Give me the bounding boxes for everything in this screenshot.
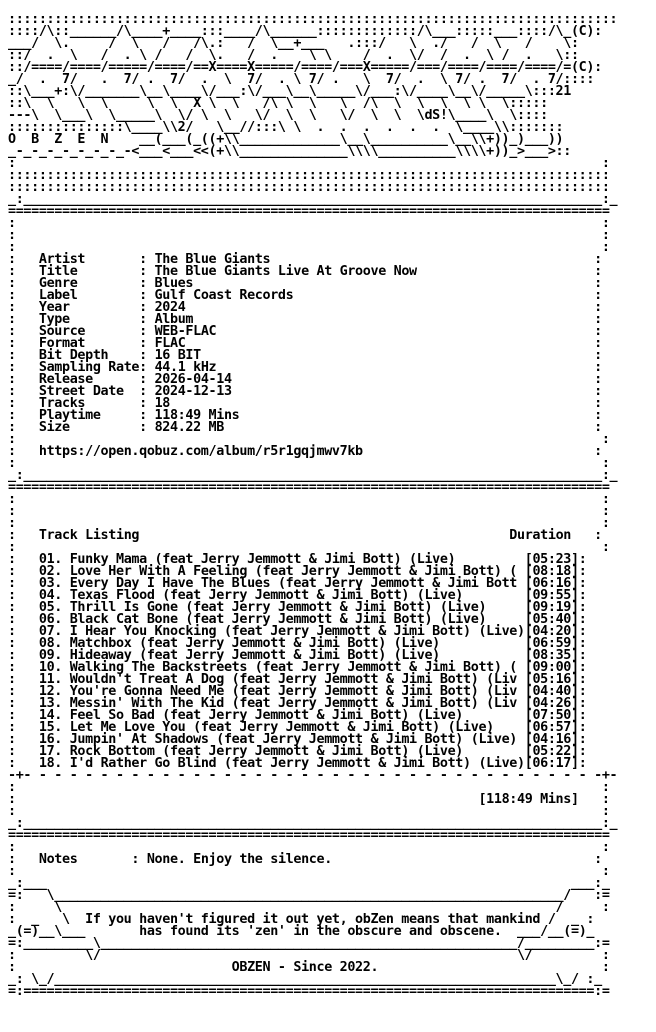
track-number: 18.	[38, 756, 62, 771]
track-title: Matchbox (feat Jerry Jemmott & Jimi Bott) (Live)	[69, 636, 440, 651]
track-number: 17.	[38, 744, 62, 759]
table-row: : 08. Matchbox (feat Jerry Jemmott & Jimi Bott) (Live) [06:59]:	[8, 636, 587, 651]
release-info-row: : Title : The Blue Giants Live At Groove Now :	[8, 264, 602, 279]
table-row: : 16. Jumpin' At Shadows (feat Jerry Jemmott & Jimi Bott) (Live) [04:16]:	[8, 732, 587, 747]
info-value-size: 824.22 MB	[154, 420, 224, 435]
footer-art: =:==========================================================================:=	[8, 984, 610, 999]
info-value-title: The Blue Giants Live At Groove Now	[154, 264, 417, 279]
release-info-row: : Street Date : 2024-12-13 :	[8, 384, 602, 399]
table-row: : 07. I Hear You Knocking (feat Jerry Jemmott & Jimi Bott) (Live)[04:20]:	[8, 624, 587, 639]
table-row: : 01. Funky Mama (feat Jerry Jemmott & Jimi Bott) (Live) [05:23]:	[8, 552, 587, 567]
release-info-row: : Sampling Rate: 44.1 kHz :	[8, 360, 602, 375]
track-duration: [05:16]	[524, 672, 579, 687]
track-title: Hideaway (feat Jerry Jemmott & Jimi Bott) (Live)	[69, 648, 440, 663]
header-art-row: ::/====/====/=====/====/==X====X=====/====/===X=====/===/====/====/====/=(C):	[8, 60, 602, 75]
track-duration: [05:22]	[524, 744, 579, 759]
info-value-artist: The Blue Giants	[154, 252, 271, 267]
track-number: 08.	[38, 636, 62, 651]
info-value-type: Album	[154, 312, 194, 327]
track-duration: [09:55]	[524, 588, 579, 603]
release-info-row: : Playtime : 118:49 Mins :	[8, 408, 602, 423]
track-title: I'd Rather Go Blind (feat Jerry Jemmott & Jimi Bott) (Live)	[69, 756, 525, 771]
header-art-row: _/ . 7/ . 7/ . 7/ . \ 7/ . \ 7/ . \ 7/ . \ 7/ . 7/ . 7/::::	[8, 72, 595, 87]
track-number: 15.	[38, 720, 62, 735]
track-listing-heading: Track Listing	[38, 528, 140, 543]
footer-art: : \ / :	[8, 900, 610, 915]
table-row: : 18. I'd Rather Go Blind (feat Jerry Jemmott & Jimi Bott) (Live)[06:17]:	[8, 756, 587, 771]
footer-art: _:___ ___:_	[8, 876, 610, 891]
table-row: : 12. You're Gonna Need Me (feat Jerry Jemmott & Jimi Bott) (Liv [04:40]:	[8, 684, 587, 699]
footer-tagline-row: _(=)__\___ has found its 'zen' in the obscure and obscene. ___/__(=)_	[8, 924, 595, 939]
info-label: Tracks	[38, 396, 86, 411]
footer-art: : \/ \/ :	[8, 948, 610, 963]
notes-label: Notes	[38, 852, 78, 867]
table-row: : 03. Every Day I Have The Blues (feat Jerry Jemmott & Jimi Bott [06:16]:	[8, 576, 587, 591]
track-duration: [06:59]	[524, 636, 579, 651]
table-row: : 06. Black Cat Bone (feat Jerry Jemmott & Jimi Bott) (Live) [05:40]:	[8, 612, 587, 627]
footer-signature: OBZEN - Since 2022.	[231, 960, 379, 975]
info-value-tracks: 18	[154, 396, 170, 411]
track-number: 03.	[38, 576, 62, 591]
track-title: Texas Flood (feat Jerry Jemmott & Jimi Bott) (Live)	[69, 588, 464, 603]
info-label: Street Date	[38, 384, 124, 399]
section-divider: ==============================================================================	[8, 828, 610, 843]
track-number: 12.	[38, 684, 62, 699]
info-value-label: Gulf Coast Records	[154, 288, 294, 303]
header-art-border: ::::::::::::::::::::::::::::::::::::::::::::::::::::::::::::::::::::::::::::::	[8, 180, 610, 195]
track-number: 11.	[38, 672, 62, 687]
track-title: Funky Mama (feat Jerry Jemmott & Jimi Bott) (Live)	[69, 552, 456, 567]
footer-art: =:_________\______________________________________________________/_________:=	[8, 936, 610, 951]
track-duration: [04:40]	[524, 684, 579, 699]
release-info-row: : Size : 824.22 MB :	[8, 420, 602, 435]
header-art-row: :::::::::::::::\____\\2/ \__//:::\ \ . . . . . . \____\\:::::::	[8, 120, 564, 135]
table-row: : 13. Messin' With The Kid (feat Jerry Jemmott & Jimi Bott) (Liv [04:26]:	[8, 696, 587, 711]
info-value-bit-depth: 16 BIT	[154, 348, 201, 363]
track-number: 10.	[38, 660, 62, 675]
notes-value: None. Enjoy the silence.	[146, 852, 332, 867]
track-duration: [07:50]	[524, 708, 579, 723]
release-info-row: : Format : FLAC :	[8, 336, 602, 351]
track-title: Messin' With The Kid (feat Jerry Jemmott & Jimi Bott) (Liv	[69, 696, 518, 711]
info-value-year: 2024	[154, 300, 186, 315]
info-label: Sampling Rate	[38, 360, 140, 375]
table-row: : 14. Feel So Bad (feat Jerry Jemmott & Jimi Bott) (Live) [07:50]:	[8, 708, 587, 723]
info-label: Bit Depth	[38, 348, 109, 363]
info-label: Playtime	[38, 408, 101, 423]
header-art-row: :::::::::::::::::::::::::::::::::::::::::::::::::::::::::::::::::::::::::::::::	[8, 12, 618, 27]
header-art-row: ---\ \___\ \_____\ \/ \ \ \/ \ \ \/ \ \ \dS!\____\ \::::	[8, 108, 548, 123]
track-title: Every Day I Have The Blues (feat Jerry Jemmott & Jimi Bott	[69, 576, 518, 591]
track-title: Feel So Bad (feat Jerry Jemmott & Jimi Bott) (Live)	[69, 708, 464, 723]
info-label: Artist	[38, 252, 86, 267]
track-title: Wouldn't Treat A Dog (feat Jerry Jemmott & Jimi Bott) (Liv	[69, 672, 518, 687]
info-value-source: WEB-FLAC	[154, 324, 217, 339]
footer-tagline-row: : _ \ If you haven't figured it out yet, obZen means that mankind / _ :	[8, 912, 595, 927]
release-info-row: : Bit Depth : 16 BIT :	[8, 348, 602, 363]
info-label: Size	[38, 420, 70, 435]
track-title: I Hear You Knocking (feat Jerry Jemmott & Jimi Bott) (Live)	[69, 624, 525, 639]
track-title: Love Her With A Feeling (feat Jerry Jemmott & Jimi Bott) (	[69, 564, 518, 579]
release-info-row: : Label : Gulf Coast Records :	[8, 288, 602, 303]
info-value-format: FLAC	[154, 336, 186, 351]
header-art-row: ___/ \. / \ / /\.: / \__+___ .:::/ \ ./ / \ / \:	[8, 36, 579, 51]
header-art-border: ::::::::::::::::::::::::::::::::::::::::::::::::::::::::::::::::::::::::::::::	[8, 168, 610, 183]
header-art-row: ::\___+:\/_______\__\____\/___:\/___\__\_____\/___:\/____\__\/_____\:::21	[8, 84, 571, 99]
info-label: Year	[38, 300, 70, 315]
table-row: : 04. Texas Flood (feat Jerry Jemmott & Jimi Bott) (Live) [09:55]:	[8, 588, 587, 603]
info-value-playtime: 118:49 Mins	[154, 408, 240, 423]
track-number: 07.	[38, 624, 62, 639]
track-number: 13.	[38, 696, 62, 711]
track-title: Walking The Backstreets (feat Jerry Jemmott & Jimi Bott) (	[69, 660, 518, 675]
track-duration: [08:18]	[524, 564, 579, 579]
track-number: 06.	[38, 612, 62, 627]
release-info-row: : Tracks : 18 :	[8, 396, 602, 411]
release-info-row: : Release : 2026-04-14 :	[8, 372, 602, 387]
footer-art: =: \__________________________________________________________________/ :=	[8, 888, 610, 903]
track-duration: [06:57]	[524, 720, 579, 735]
info-value-genre: Blues	[154, 276, 194, 291]
track-title: Black Cat Bone (feat Jerry Jemmott & Jimi Bott) (Live)	[69, 612, 487, 627]
track-duration: [06:17]	[524, 756, 579, 771]
info-label: Release	[38, 372, 93, 387]
info-value-sampling-rate: 44.1 kHz	[154, 360, 217, 375]
info-value-street-date: 2024-12-13	[154, 384, 232, 399]
table-row: : 10. Walking The Backstreets (feat Jerry Jemmott & Jimi Bott) ( [09:00]:	[8, 660, 587, 675]
section-divider: _:___________________________________________________________________________:_	[8, 468, 618, 483]
track-number: 01.	[38, 552, 62, 567]
table-row: : 17. Rock Bottom (feat Jerry Jemmott & Jimi Bott) (Live) [05:22]:	[8, 744, 587, 759]
table-row: : 02. Love Her With A Feeling (feat Jerry Jemmott & Jimi Bott) ( [08:18]:	[8, 564, 587, 579]
notes-row: : Notes : None. Enjoy the silence. :	[8, 852, 602, 867]
track-number: 04.	[38, 588, 62, 603]
section-divider: _:___________________________________________________________________________:_	[8, 192, 618, 207]
track-number: 05.	[38, 600, 62, 615]
track-duration: [04:20]	[524, 624, 579, 639]
footer-art: _: \_/_________________________________________________________________\_/ :_	[8, 972, 602, 987]
track-list-rule: -+- - - - - - - - - - - - - - - - - - - - - - - - - - - - - - - - - - - - - -+-	[8, 768, 618, 783]
nfo-document: ::::::::::::::::::::::::::::::::::::::::::::::::::::::::::::::::::::::::::::::: ::::/\::______/\____+____:::____/\______:::::::::::::/\___:::::___::::/\_(C): ___/ \. / \ / /\.: / \__+___ .:::/ \ ./ / \ / \: ::/ . \ / . \ / / \. / . \ \ / . \/ / . \ / . \:: ::/====/====/=====/====/==X====X=====/====/===X=====/===/====/====/====/=(C): _/ . 7/ . 7/ . 7/ . \ 7/ . \ 7/ . \ 7/ . \ 7/ . 7/ . 7/:::: ::\___+:\/_______\__\____\/___:\/___\__\_____\/___:\/____\__\/_____\:::21 ::\ \ \ \ \ \ X \ \ /\ \ \ \ /\ \ \ \ \ \ \::::: ---\ \___\ \_____\ \/ \ \ \/ \ \ \/ \ \ \dS!\____\ \:::: :::::::::::::::\____\\2/ \__//:::\ \ . . . . . . \____\\::::::: O B Z E N __(___(_((+\\_____________\__\__________\__\\+))_)___)) _-_-_-_-_-_-_-_-<___<___<<(+\\______________\\\\__________\\\\+))_>___>:: : : :::::::::::::::::::::::::::::::::::::::::::::::::::::::::::::::::::::::::::::: :::::::::::::::::::::::::::::::::::::::::::::::::::::::::::::::::::::::::::::: _:___________________________________________________________________________:_ ============================================================================== : : : : : : : Artist : The Blue Giants : : Title : The Blue Giants Live At Groove Now : : Genre : Blues : : Label : Gulf Coast Records : : Year : 2024 : : Type : Album : : Source : WEB-FLAC : : Format : FLAC : : Bit Depth : 16 BIT : : Sampling Rate: 44.1 kHz : : Release : 2026-04-14 : : Street Date : 2024-12-13 : : Tracks : 18 : : Playtime : 118:49 Mins : : Size : 824.22 MB : : : : https://open.qobuz.com/album/r5r1gqjmwv7kb : : : _:___________________________________________________________________________:_ ============================================================================== : : : : : : : Track Listing Duration : : : : 01. Funky Mama (feat Jerry Jemmott & Jimi Bott) (Live) [05:23]: : 02. Love Her With A Feeling (feat Jerry Jemmott & Jimi Bott) ( [08:18]: : 03. Every Day I Have The Blues (feat Jerry Jemmott & Jimi Bott [06:16]: : 04. Texas Flood (feat Jerry Jemmott & Jimi Bott) (Live) [09:55]: : 05. Thrill Is Gone (feat Jerry Jemmott & Jimi Bott) (Live) [09:19]: : 06. Black Cat Bone (feat Jerry Jemmott & Jimi Bott) (Live) [05:40]: : 07. I Hear You Knocking (feat Jerry Jemmott & Jimi Bott) (Live)[04:20]: : 08. Matchbox (feat Jerry Jemmott & Jimi Bott) (Live) [06:59]: : 09. Hideaway (feat Jerry Jemmott & Jimi Bott) (Live) [08:35]: : 10. Walking The Backstreets (feat Jerry Jemmott & Jimi Bott) ( [09:00]: : 11. Wouldn't Treat A Dog (feat Jerry Jemmott & Jimi Bott) (Liv [05:16]: : 12. You're Gonna Need Me (feat Jerry Jemmott & Jimi Bott) (Liv [04:40]: : 13. Messin' With The Kid (feat Jerry Jemmott & Jimi Bott) (Liv [04:26]: : 14. Feel So Bad (feat Jerry Jemmott & Jimi Bott) (Live) [07:50]: : 15. Let Me Love You (feat Jerry Jemmott & Jimi Bott) (Live) [06:57]: : 16. Jumpin' At Shadows (feat Jerry Jemmott & Jimi Bott) (Live) [04:16]: : 17. Rock Bottom (feat Jerry Jemmott & Jimi Bott) (Live) [05:22]: : 18. I'd Rather Go Blind (feat Jerry Jemmott & Jimi Bott) (Live)[06:17]: -+- - - - - - - - - - - - - - - - - - - - - - - - - - - - - - - - - - - - - -+- : : : [118:49 Mins] : : : _:___________________________________________________________________________:_ ============================================================================== : : : Notes : None. Enjoy the silence. : : : _:___ ___:_ =: \__________________________________________________________________/ := : \ / : : _ \ If you haven't figured it out yet, obZen means that mankind / _ : _(=)__\___ has found its 'zen' in the obscure and obscene. ___/__(=)_ =:_________\______________________________________________________/_________:= : \/ \/ : : OBZEN - Since 2022. : _: \_/_________________________________________________________________\_/ :_ =:==========================================================================:=	[8, 12, 618, 999]
track-duration: [05:40]	[524, 612, 579, 627]
info-label: Label	[38, 288, 78, 303]
header-art-row: ::\ \ \ \ \ \ X \ \ /\ \ \ \ /\ \ \ \ \ \ \:::::	[8, 96, 548, 111]
release-info-row: : Artist : The Blue Giants :	[8, 252, 602, 267]
track-duration: [06:16]	[524, 576, 579, 591]
release-info-row: : Year : 2024 :	[8, 300, 602, 315]
track-number: 14.	[38, 708, 62, 723]
table-row: : 15. Let Me Love You (feat Jerry Jemmott & Jimi Bott) (Live) [06:57]:	[8, 720, 587, 735]
track-title: Rock Bottom (feat Jerry Jemmott & Jimi Bott) (Live)	[69, 744, 464, 759]
track-title: You're Gonna Need Me (feat Jerry Jemmott & Jimi Bott) (Liv	[69, 684, 518, 699]
track-number: 02.	[38, 564, 62, 579]
total-playtime: [118:49 Mins]	[478, 792, 579, 807]
track-duration: [04:16]	[524, 732, 579, 747]
release-info-row: : Type : Album :	[8, 312, 602, 327]
track-duration: [09:00]	[524, 660, 579, 675]
total-row: : [118:49 Mins] :	[8, 792, 610, 807]
footer-tagline: If you haven't figured it out yet, obZen means that mankind	[85, 912, 541, 927]
section-divider: _:___________________________________________________________________________:_	[8, 816, 618, 831]
info-label: Type	[38, 312, 70, 327]
track-title: Let Me Love You (feat Jerry Jemmott & Jimi Bott) (Live)	[69, 720, 494, 735]
track-number: 09.	[38, 648, 62, 663]
header-art-row: O B Z E N __(___(_((+\\_____________\__\__________\__\\+))_)___))	[8, 132, 564, 147]
track-duration: [08:35]	[524, 648, 579, 663]
header-art-row: _-_-_-_-_-_-_-_-<___<___<<(+\\______________\\\\__________\\\\+))_>___>::	[8, 144, 571, 159]
track-title: Jumpin' At Shadows (feat Jerry Jemmott & Jimi Bott) (Live)	[69, 732, 518, 747]
track-duration: [04:26]	[524, 696, 579, 711]
info-label: Title	[38, 264, 78, 279]
section-divider: ==============================================================================	[8, 480, 610, 495]
header-art-row: ::/ . \ / . \ / / \. / . \ \ / . \/ / . \ / . \::	[8, 48, 579, 63]
info-label: Source	[38, 324, 86, 339]
release-url[interactable]: https://open.qobuz.com/album/r5r1gqjmwv7kb	[38, 444, 363, 459]
track-duration: [09:19]	[524, 600, 579, 615]
release-url-row: : https://open.qobuz.com/album/r5r1gqjmwv7kb :	[8, 444, 602, 459]
table-row: : 11. Wouldn't Treat A Dog (feat Jerry Jemmott & Jimi Bott) (Liv [05:16]:	[8, 672, 587, 687]
track-listing-header: : Track Listing Duration :	[8, 528, 602, 543]
release-info-row: : Source : WEB-FLAC :	[8, 324, 602, 339]
footer-signature-row: : OBZEN - Since 2022. :	[8, 960, 610, 975]
track-title: Thrill Is Gone (feat Jerry Jemmott & Jimi Bott) (Live)	[69, 600, 487, 615]
table-row: : 05. Thrill Is Gone (feat Jerry Jemmott & Jimi Bott) (Live) [09:19]:	[8, 600, 587, 615]
track-duration: [05:23]	[524, 552, 579, 567]
info-label: Genre	[38, 276, 78, 291]
table-row: : 09. Hideaway (feat Jerry Jemmott & Jimi Bott) (Live) [08:35]:	[8, 648, 587, 663]
info-label: Format	[38, 336, 86, 351]
duration-heading: Duration	[509, 528, 571, 543]
header-art-row: ::::/\::______/\____+____:::____/\______:::::::::::::/\___:::::___::::/\_(C):	[8, 24, 602, 39]
info-value-release: 2026-04-14	[154, 372, 232, 387]
footer-tagline-2: has found its 'zen' in the obscure and obscene.	[139, 924, 502, 939]
release-info-row: : Genre : Blues :	[8, 276, 602, 291]
track-number: 16.	[38, 732, 62, 747]
section-divider: ==============================================================================	[8, 204, 610, 219]
